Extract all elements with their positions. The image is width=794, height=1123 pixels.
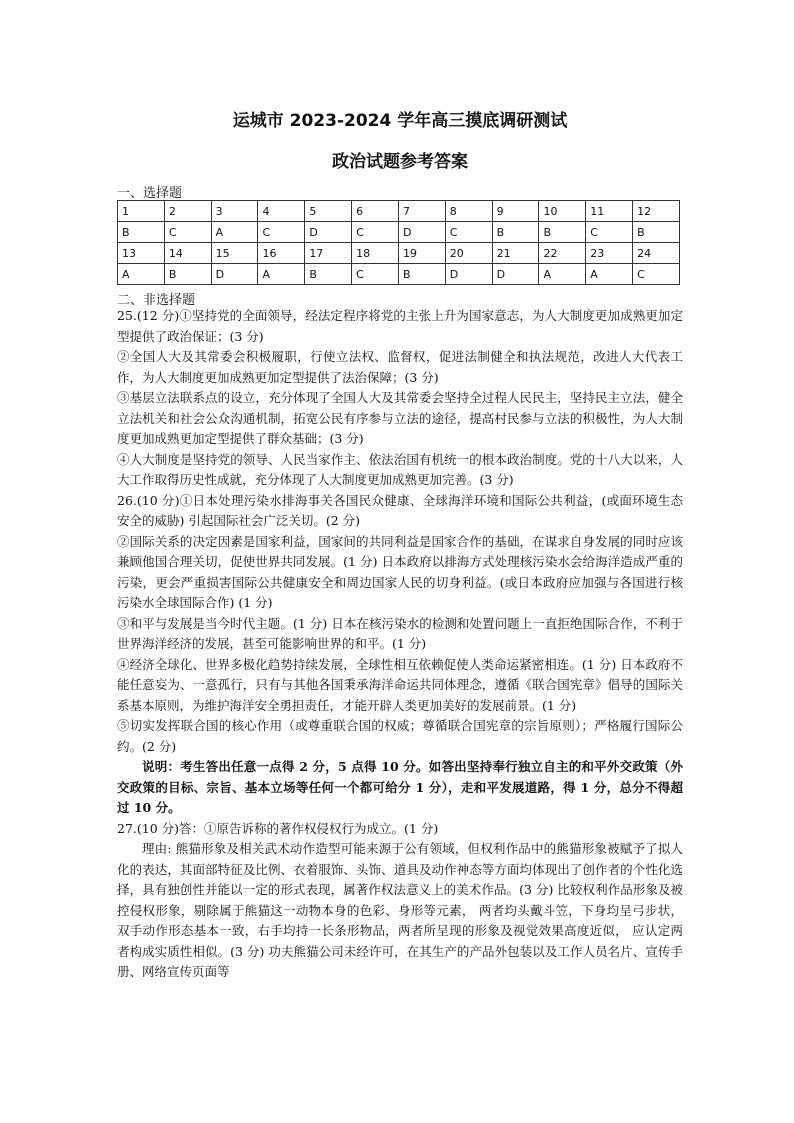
answer-cell: D [492, 264, 539, 285]
scoring-note: 说明：考生答出任意一点得 2 分，5 点得 10 分。如答出坚持奉行独立自主的和平外交政策（外交政策的目标、宗旨、基本立场等任何一个都可给分 1 分），走和平发展道路，得 1 分，总分不得超过 10 分。 [117, 759, 683, 815]
question-number-cell: 22 [539, 243, 586, 264]
answer-paragraph: 25.(12 分)①坚持党的全面领导，经法定程序将党的主张上升为国家意志，为人大制度更加成熟更加定型提供了政治保证；(3 分) [117, 308, 683, 344]
answer-paragraph: 27.(10 分)答：①原告诉称的著作权侵权行为成立。(1 分) [117, 820, 439, 836]
answer-cell: C [633, 264, 680, 285]
answer-cell: D [305, 222, 352, 243]
answer-cell: A [586, 264, 633, 285]
answer-cell: B [164, 264, 211, 285]
question-number-cell: 12 [633, 201, 680, 222]
answer-paragraph: 理由: 熊猫形象及相关武术动作造型可能来源于公有领域，但权利作品中的熊猫形象被赋予了拟人化的表达，其面部特征及比例、衣着服饰、头饰、道具及动作神态等方面均体现出了创作者的个性化选择，具有独创性并能以一定的形式表现，属著作权法意义上的美术作品。(3 分) 比较权利作品形象及被控侵权形象，剔除属于熊猫这一动物本身的色彩、身形等元素， 两者均头戴斗笠，下身均呈弓步状，双手动作形态基本一致，右手均持一长条形物品，两者所呈现的形象及视觉效果高度近似， 应认定两者构成实质性相似。(3 分) 功夫熊猫公司未经许可，在其生产的产品外包装以及工作人员名片、宣传手册、网络宣传页面等 [117, 841, 683, 979]
question-number-cell: 23 [586, 243, 633, 264]
question-number-cell: 6 [352, 201, 399, 222]
question-number-cell: 10 [539, 201, 586, 222]
answer-paragraph: ⑤切实发挥联合国的核心作用（或尊重联合国的权威；尊循联合国宪章的宗旨原则）；严格履行国际公约。(2 分) [117, 718, 683, 754]
answer-row [118, 222, 680, 243]
answer-cell: B [118, 222, 165, 243]
answer-cell: B [633, 222, 680, 243]
answer-cell: C [352, 264, 399, 285]
answer-cell: A [211, 222, 258, 243]
question-number-cell: 5 [305, 201, 352, 222]
answer-cell: C [445, 222, 492, 243]
question-number-row [118, 243, 680, 264]
answer-cell: A [258, 264, 305, 285]
answer-body [117, 306, 683, 983]
answer-paragraph: ②国际关系的决定因素是国家利益，国家间的共同利益是国家合作的基础，在谋求自身发展的同时应该兼顾他国合理关切，促使世界共同发展。(1 分) 日本政府以排海方式处理核污染水会给海洋造成严重的污染，更会严重损害国际公共健康安全和周边国家人民的切身利益。(或日本政府应加强与各国进行核污染水全球国际合作) (1 分) [117, 533, 683, 610]
question-number-cell: 15 [211, 243, 258, 264]
page-subtitle: 政治试题参考答案 [332, 152, 468, 172]
answer-cell: D [398, 222, 445, 243]
answer-paragraph: ②全国人大及其常委会积极履职，行使立法权、监督权，促进法制健全和执法规范，改进人大代表工作，为人大制度更加成熟更加定型提供了法治保障；(3 分) [117, 349, 683, 385]
question-number-row [118, 201, 680, 222]
question-number-cell: 2 [164, 201, 211, 222]
answer-cell: A [539, 264, 586, 285]
answer-cell: B [398, 264, 445, 285]
question-number-cell: 20 [445, 243, 492, 264]
section-heading-choice: 一、选择题 [117, 186, 183, 201]
answer-paragraph: ④经济全球化、世界多极化趋势持续发展，全球性相互依赖促使人类命运紧密相连。(1 分) 日本政府不能任意妄为、一意孤行，只有与其他各国秉承海洋命运共同体理念，遵循《联合国宪章》倡导的国际关系基本原则，为维护海洋安全勇担责任，才能开辟人类更加美好的发展前景。(1 分) [117, 656, 683, 713]
answer-key-table [117, 200, 680, 285]
answer-cell: B [492, 222, 539, 243]
page-title: 运城市 2023-2024 学年高三摸底调研测试 [232, 111, 568, 131]
question-number-cell: 11 [586, 201, 633, 222]
answer-cell: D [445, 264, 492, 285]
answer-paragraph: ③和平与发展是当今时代主题。(1 分) 日本在核污染水的检测和处置问题上一直拒绝国际合作，不利于世界海洋经济的发展，甚至可能影响世界的和平。(1 分) [117, 615, 683, 651]
question-number-cell: 21 [492, 243, 539, 264]
answer-row [118, 264, 680, 285]
question-number-cell: 17 [305, 243, 352, 264]
question-number-cell: 9 [492, 201, 539, 222]
section-heading-nonchoice: 二、非选择题 [117, 293, 196, 308]
answer-paragraph: 26.(10 分)①日本处理污染水排海事关各国民众健康、全球海洋环境和国际公共利益，(或面环境生态安全的威胁) 引起国际社会广泛关切。(2 分) [117, 492, 683, 528]
answer-cell: C [586, 222, 633, 243]
answer-cell: A [118, 264, 165, 285]
question-number-cell: 7 [398, 201, 445, 222]
answer-cell: D [211, 264, 258, 285]
answer-cell: C [352, 222, 399, 243]
answer-cell: B [539, 222, 586, 243]
question-number-cell: 13 [118, 243, 165, 264]
question-number-cell: 1 [118, 201, 165, 222]
question-number-cell: 19 [398, 243, 445, 264]
question-number-cell: 4 [258, 201, 305, 222]
answer-cell: B [305, 264, 352, 285]
question-number-cell: 14 [164, 243, 211, 264]
answer-cell: C [164, 222, 211, 243]
question-number-cell: 18 [352, 243, 399, 264]
question-number-cell: 24 [633, 243, 680, 264]
question-number-cell: 3 [211, 201, 258, 222]
question-number-cell: 8 [445, 201, 492, 222]
answer-cell: C [258, 222, 305, 243]
question-number-cell: 16 [258, 243, 305, 264]
answer-paragraph: ③基层立法联系点的设立，充分体现了全国人大及其常委会坚持全过程人民民主，坚持民主立法，健全立法机关和社会公众沟通机制，拓宽公民有序参与立法的途径，提高村民参与立法的积极性，为人大制度更加成熟更加定型提供了群众基础；(3 分) [117, 390, 683, 446]
answer-paragraph: ④人大制度是坚持党的领导、人民当家作主、依法治国有机统一的根本政治制度。党的十八大以来，人大工作取得历史性成就，充分体现了人大制度更加成熟更加完善。(3 分) [117, 451, 683, 487]
